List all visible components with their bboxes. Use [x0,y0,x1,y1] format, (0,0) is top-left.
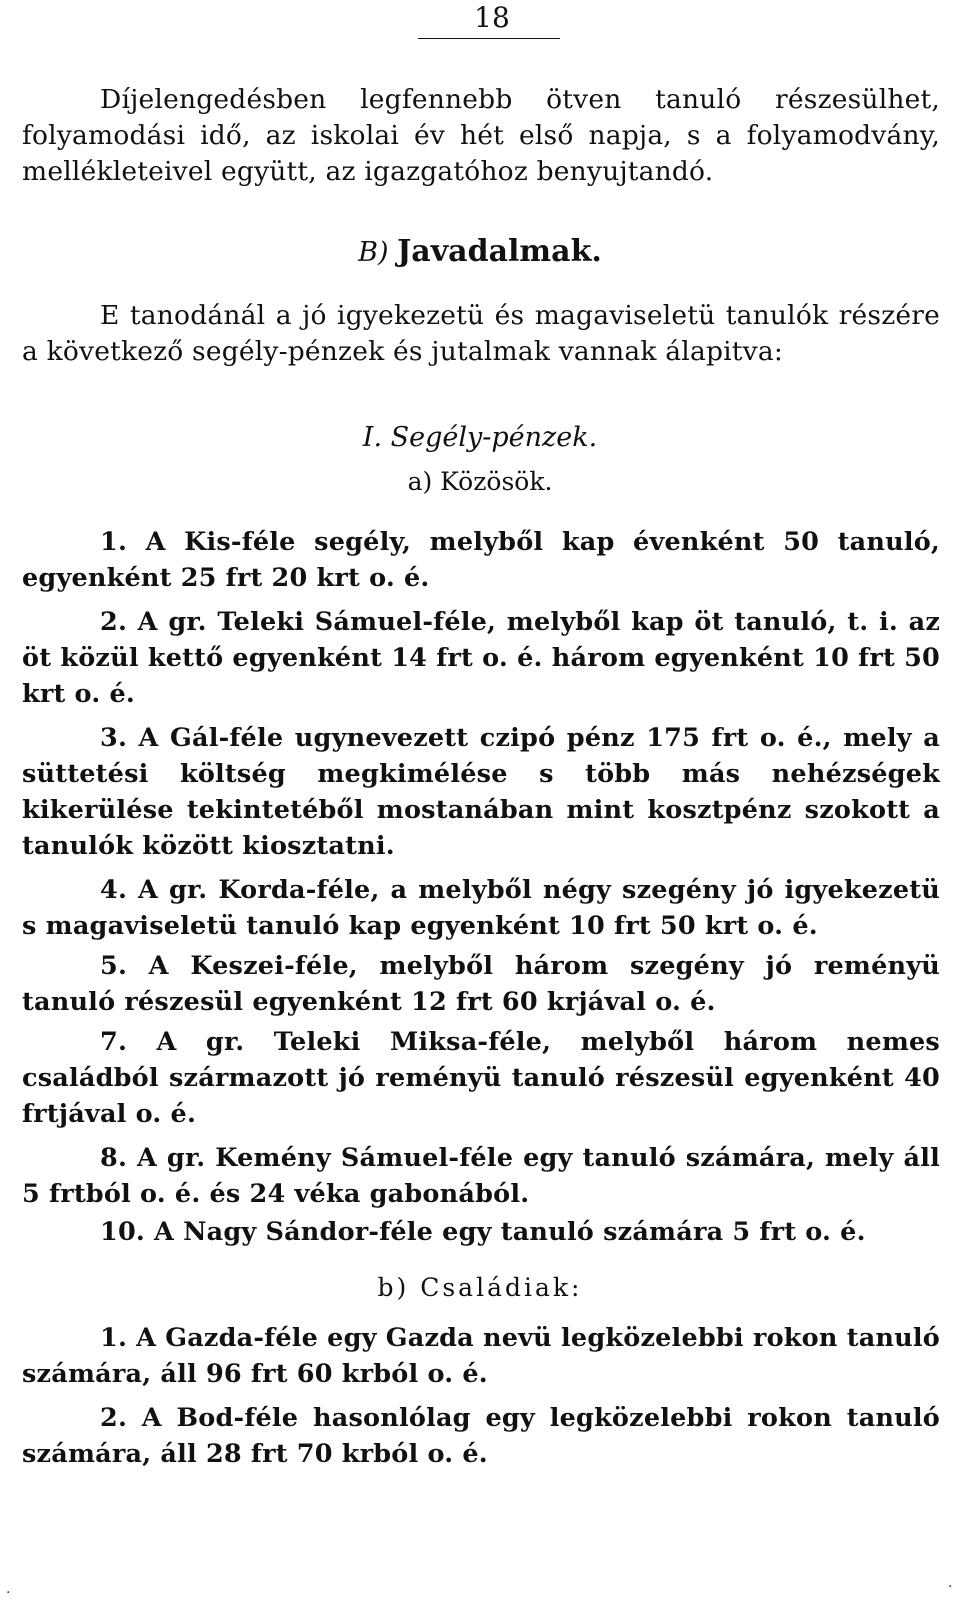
item-7-text: 7. A gr. Teleki Miksa-féle, melyből három nemes családból származott jó reményü tanuló részesül egyenként 40 frtjával o. é. [22,1027,940,1129]
subsection-csaladiak: b) Családiak: [377,1273,583,1302]
page-number-rule [418,38,560,39]
item-3-paragraph [22,720,940,864]
item-2-paragraph [22,604,940,712]
subsection-kozosok: a) Közösök. [407,467,553,496]
intro-text: Díjelengedésben legfennebb ötven tanuló részesülhet, folyamodási idő, az iskolai év hét első napja, s a folyamodvány, mellékleteivel együtt, az igazgatóhoz benyujtandó. [22,84,940,187]
csaladi-2-paragraph [22,1400,940,1472]
section-b-title: Javadalmak. [397,234,602,269]
javadalmak-intro-paragraph [22,298,940,370]
item-5-paragraph [22,948,940,1020]
item-1-paragraph [22,524,940,596]
csaladi-1-paragraph [22,1320,940,1392]
item-4-paragraph [22,872,940,944]
csaladi-1-text: 1. A Gazda-féle egy Gazda nevü legközelebbi rokon tanuló számára, áll 96 frt 60 krból o. é. [22,1323,940,1389]
csaladi-2-text: 2. A Bod-féle hasonlólag egy legközelebbi rokon tanuló számára, áll 28 frt 70 krból o. é. [22,1403,940,1469]
item-8-paragraph [22,1140,940,1212]
page-number: 18 [474,1,510,34]
section-b-heading [0,234,960,271]
section-b-letter: B) [358,237,389,268]
item-3-text: 3. A Gál-féle ugynevezett czipó pénz 175 frt o. é., mely a süttetési költség megkimélése s több más nehézségek kikerülése tekintetéből mostanában mint kosztpénz szokott a tanulók között kiosztatni. [22,723,940,861]
item-10-text: 10. A Nagy Sándor-féle egy tanuló számára 5 frt o. é. [100,1217,866,1247]
scan-speck-right: · [948,1579,953,1595]
item-8-text: 8. A gr. Kemény Sámuel-féle egy tanuló számára, mely áll 5 frtból o. é. és 24 véka gabonából. [22,1143,940,1209]
item-7-paragraph [22,1024,940,1132]
scan-speck-left: · [6,1585,11,1601]
item-2-text: 2. A gr. Teleki Sámuel-féle, melyből kap öt tanuló, t. i. az öt közül kettő egyenként 14 frt o. é. három egyenként 10 frt 50 krt o. é. [22,607,940,709]
item-5-text: 5. A Keszei-féle, melyből három szegény jó reményü tanuló részesül egyenként 12 frt 60 krjával o. é. [22,951,940,1017]
item-4-text: 4. A gr. Korda-féle, a melyből négy szegény jó igyekezetü s magaviseletü tanuló kap egyenként 10 frt 50 krt o. é. [22,875,940,941]
javadalmak-intro-text: E tanodánál a jó igyekezetü és magaviseletü tanulók részére a következő segély-pénzek és jutalmak vannak álapitva: [22,300,940,367]
item-10-paragraph [22,1214,940,1250]
item-1-text: 1. A Kis-féle segély, melyből kap évenként 50 tanuló, egyenként 25 frt 20 krt o. é. [22,527,940,593]
subsection-segely-penzek: I. Segély-pénzek. [362,422,598,453]
intro-paragraph [22,82,940,190]
